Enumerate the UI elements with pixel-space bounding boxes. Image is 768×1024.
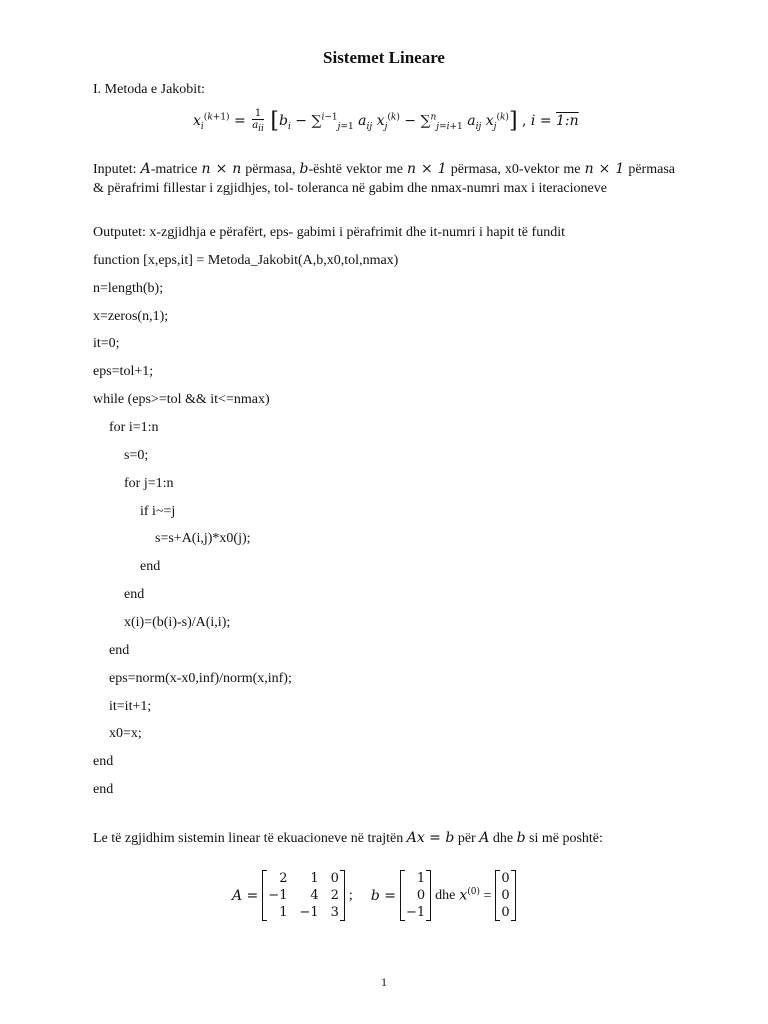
vector-cell: 0 bbox=[501, 905, 510, 920]
matrix-a-label: A = bbox=[232, 887, 259, 904]
vector-cell: 0 bbox=[501, 888, 510, 903]
problem-statement: Le të zgjidhim sistemin linear të ekuacioneve në trajtën Ax = b për A dhe b si më poshtë: bbox=[93, 830, 603, 846]
dhe-word: dhe bbox=[435, 887, 456, 903]
matrix-cell: 3 bbox=[330, 905, 339, 920]
vector-x0 bbox=[495, 870, 515, 921]
code-line: end bbox=[109, 643, 130, 658]
page-title: Sistemet Lineare bbox=[323, 48, 445, 67]
code-line: if i~=j bbox=[140, 504, 176, 519]
matrix-cell: 1 bbox=[279, 905, 288, 920]
matrix-cell: −1 bbox=[299, 905, 319, 920]
code-line: it=it+1; bbox=[109, 699, 152, 714]
outputs-paragraph: Outputet: x-zgjidhja e përafërt, eps- gabimi i përafrimit dhe it-numri i hapit të fundit bbox=[93, 225, 565, 240]
vector-cell: 0 bbox=[416, 888, 426, 903]
x0-label: $x^{(0)}$ = bbox=[459, 886, 492, 904]
vector-cell: −1 bbox=[405, 905, 426, 920]
code-line: s=s+A(i,j)*x0(j); bbox=[155, 531, 251, 546]
code-line: it=0; bbox=[93, 336, 120, 351]
vector-cell: 0 bbox=[501, 871, 510, 886]
matrix-cell: −1 bbox=[268, 888, 288, 903]
code-line: for i=1:n bbox=[109, 420, 159, 435]
vector-b bbox=[400, 870, 431, 921]
code-line: end bbox=[93, 754, 114, 769]
section-heading: I. Metoda e Jakobit: bbox=[93, 82, 205, 97]
matrix-cell: 1 bbox=[310, 871, 319, 886]
matrix-cell: 2 bbox=[330, 888, 339, 903]
inputs-paragraph: Inputet: A-matrice n × n përmasa, b-është vektor me n × 1 përmasa, x0-vektor me n × 1 përmasa & përafrimi fillestar i zgjidhjes, tol- toleranca në gabim dhe nmax-numri max i iteracioneve bbox=[93, 161, 675, 196]
vector-b-label: b = bbox=[370, 887, 396, 904]
code-line: s=0; bbox=[124, 448, 149, 463]
code-line: eps=tol+1; bbox=[93, 364, 154, 379]
page-number: 1 bbox=[381, 975, 387, 989]
code-line: n=length(b); bbox=[93, 281, 164, 296]
vector-cell: 1 bbox=[416, 871, 426, 886]
matrix-cell: 4 bbox=[310, 888, 319, 903]
code-line: end bbox=[124, 587, 145, 602]
matrix-definitions bbox=[232, 870, 516, 921]
matrix-cell: 2 bbox=[279, 871, 288, 886]
matrix-a bbox=[262, 870, 345, 921]
code-line: function [x,eps,it] = Metoda_Jakobit(A,b,x0,tol,nmax) bbox=[93, 253, 399, 268]
separator: ; bbox=[348, 887, 353, 903]
code-line: x(i)=(b(i)-s)/A(i,i); bbox=[124, 615, 231, 630]
code-line: for j=1:n bbox=[124, 476, 174, 491]
code-line: x=zeros(n,1); bbox=[93, 309, 169, 324]
code-line: while (eps>=tol && it<=nmax) bbox=[93, 392, 270, 407]
code-line: eps=norm(x-x0,inf)/norm(x,inf); bbox=[109, 671, 292, 686]
code-line: end bbox=[140, 559, 161, 574]
code-line: x0=x; bbox=[109, 726, 142, 741]
jacobi-formula: $x_i^{(k+1)}$ = $\frac{1}{a_{ii}}$ [$b_i - \sum^{i-1}_{j=1}$ $a_{ij}$ $x_j^{(k)} - \sum^n_{j=i+1}$ $a_{ij}$ $x_j^{(k)}$] , i = 1:n bbox=[193, 108, 579, 134]
code-line: end bbox=[93, 782, 114, 797]
matrix-cell: 0 bbox=[330, 871, 339, 886]
